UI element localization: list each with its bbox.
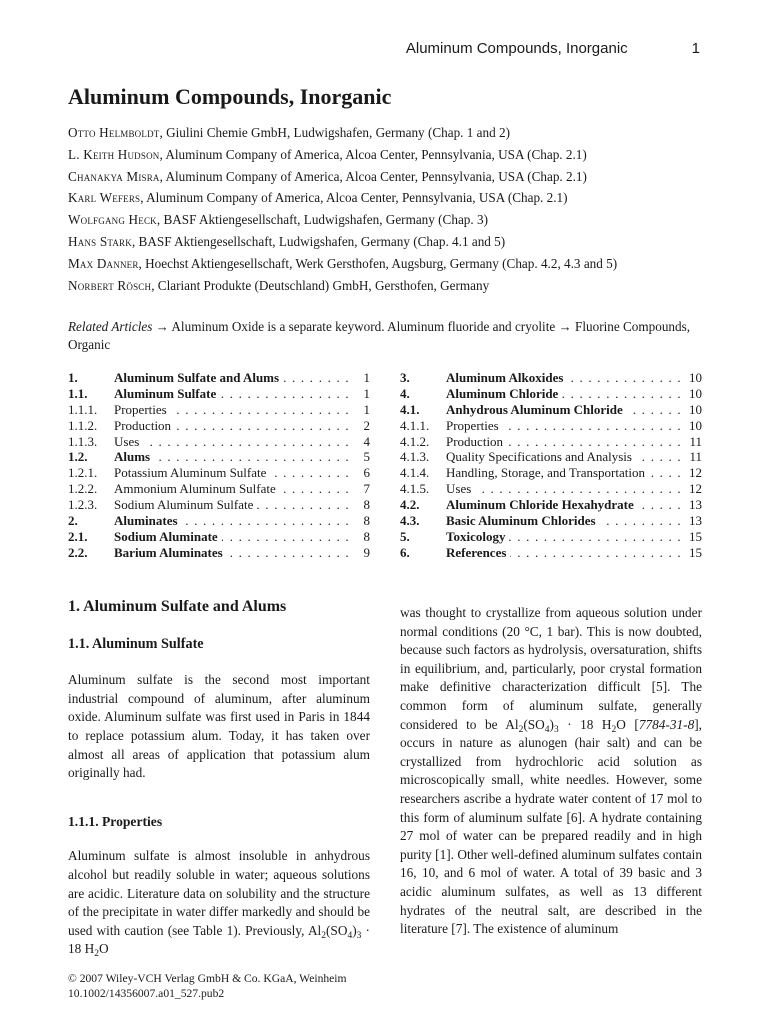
running-head-title: Aluminum Compounds, Inorganic: [405, 40, 628, 57]
toc-page: 10: [680, 402, 702, 418]
author-line: [68, 231, 708, 253]
toc-number: 1.1.2.: [68, 417, 98, 433]
related-link-fluorine-compounds[interactable]: Fluorine Compounds, Organic: [68, 319, 691, 352]
toc-page: 12: [680, 465, 702, 481]
toc-title: Quality Specifications and Analysis: [446, 449, 636, 464]
toc-title: Sodium Aluminum Sulfate: [114, 497, 257, 512]
toc-title: Basic Aluminum Chlorides: [446, 513, 600, 528]
toc-entry[interactable]: [68, 545, 370, 561]
running-head: [406, 40, 700, 57]
body-column-right: [400, 604, 702, 939]
footer: [68, 972, 347, 1001]
toc-number: 5.: [400, 528, 410, 544]
author-line: [68, 166, 708, 188]
toc-title: Uses: [114, 434, 143, 449]
toc-title: Aluminates: [114, 513, 182, 528]
toc-number: 4.1.1.: [400, 417, 430, 433]
author-list: [68, 122, 708, 296]
author-name: Hans Stark: [68, 233, 132, 249]
toc-title: Production: [446, 434, 507, 449]
toc-page: 10: [680, 370, 702, 386]
toc-entry[interactable]: [68, 418, 370, 434]
toc-entry[interactable]: [68, 481, 370, 497]
toc-page: 5: [348, 449, 370, 465]
table-of-contents-right: [400, 370, 702, 561]
author-name: Wolfgang Heck: [68, 212, 157, 228]
toc-entry[interactable]: [400, 418, 702, 434]
toc-entry[interactable]: [68, 386, 370, 402]
author-line: [68, 209, 708, 231]
toc-title: Properties: [114, 402, 171, 417]
toc-title: Aluminum Chloride: [446, 386, 562, 401]
author-name: L. Keith Hudson: [68, 146, 160, 162]
toc-entry[interactable]: [68, 465, 370, 481]
toc-number: 1.1.: [68, 385, 88, 401]
body-paragraph: Aluminum sulfate is almost insoluble in anhydrous alcohol but readily soluble in water; aqueous solutions are acidic. Literature data on solubility and the structure of the precipitate in water differ markedly and should be used with caution (see Table 1). Previously, $Al_2(SO_4)_3 \cdot 18$ $H_2O$: [68, 848, 370, 960]
toc-page: 1: [348, 386, 370, 402]
related-articles-label: Related Articles: [68, 319, 153, 334]
toc-entry[interactable]: [400, 465, 702, 481]
toc-page: 11: [680, 449, 702, 465]
toc-number: 1.2.1.: [68, 465, 98, 481]
toc-number: 4.1.: [400, 401, 420, 417]
toc-title: Anhydrous Aluminum Chloride: [446, 402, 627, 417]
toc-title: Toxicology: [446, 529, 509, 544]
toc-number: 4.1.5.: [400, 481, 430, 497]
toc-title: Handling, Storage, and Transportation: [446, 465, 649, 480]
author-line: [68, 144, 708, 166]
arrow-icon: →: [558, 319, 572, 334]
doi: 10.1002/14356007.a01_527.pub2: [68, 986, 225, 1000]
toc-entry[interactable]: [400, 513, 702, 529]
toc-title: Alums: [114, 449, 154, 464]
toc-entry[interactable]: [68, 497, 370, 513]
page-number: 1: [691, 40, 700, 57]
toc-page: 15: [680, 545, 702, 561]
author-affiliation: , Clariant Produkte (Deutschland) GmbH, Gersthofen, Germany: [151, 277, 490, 293]
toc-page: 11: [680, 434, 702, 450]
toc-entry[interactable]: [68, 434, 370, 450]
toc-page: 4: [348, 434, 370, 450]
toc-number: 1.2.3.: [68, 497, 98, 513]
toc-number: 4.2.: [400, 497, 420, 513]
author-line: [68, 122, 708, 144]
toc-title: Sodium Aluminate: [114, 529, 222, 544]
toc-number: 6.: [400, 544, 410, 560]
author-affiliation: , Aluminum Company of America, Alcoa Center, Pennsylvania, USA (Chap. 2.1): [140, 190, 568, 206]
toc-entry[interactable]: [400, 370, 702, 386]
subsection-heading: 1.1. Aluminum Sulfate: [68, 635, 204, 652]
body-text: , occurs in nature as alunogen (hair salt) and can be crystallized from hydrochloric acid solution as microscopically small, white needles. However, some researchers ascribe a hydrate water content of 17 mol to this form of aluminum sulfate [6]. A hydrate containing 27 mol of water can be prepared readily and in high purity [1]. Other well-defined aluminum sulfates contain 16, 10, and 6 mol of water. A total of 39 basic and 3 acidic aluminum sulfates, as well as 13 different hydrates of the neutral salt, are described in the literature [7]. The existence of aluminum: [400, 716, 702, 937]
toc-number: 4.: [400, 385, 410, 401]
toc-title: Ammonium Aluminum Sulfate: [114, 481, 280, 496]
toc-title: Properties: [446, 418, 503, 433]
toc-title: Aluminum Chloride Hexahydrate: [446, 497, 638, 512]
toc-number: 1.2.2.: [68, 481, 98, 497]
body-column-left: [68, 598, 370, 959]
toc-page: 8: [348, 529, 370, 545]
section-heading: 1. Aluminum Sulfate and Alums: [68, 598, 287, 615]
toc-entry[interactable]: [68, 370, 370, 386]
toc-page: 9: [348, 545, 370, 561]
toc-page: 1: [348, 370, 370, 386]
toc-entry[interactable]: [400, 497, 702, 513]
toc-title: Aluminum Sulfate and Alums: [114, 370, 283, 385]
subsubsection-heading: 1.1.1. Properties: [68, 813, 163, 829]
toc-entry[interactable]: [68, 402, 370, 418]
toc-number: 4.3.: [400, 513, 420, 529]
author-affiliation: , Hoechst Aktiengesellschaft, Werk Gersthofen, Augsburg, Germany (Chap. 4.2, 4.3 and 5): [138, 255, 618, 271]
author-name: Chanakya Misra: [68, 168, 160, 184]
toc-page: 6: [348, 465, 370, 481]
toc-page: 8: [348, 513, 370, 529]
toc-number: 1.1.1.: [68, 401, 98, 417]
author-line: [68, 253, 708, 275]
toc-page: 1: [348, 402, 370, 418]
body-paragraph: Aluminum sulfate is the second most important industrial compound of aluminum, after aluminum oxide. Aluminum sulfate was first used in Paris in 1844 to replace potassium alum. Today, it has taken over almost all areas of application that potassium alum originally had.: [68, 672, 370, 781]
toc-entry[interactable]: [400, 402, 702, 418]
arrow-icon: →: [155, 319, 169, 334]
toc-title: Aluminum Alkoxides: [446, 370, 567, 385]
toc-page: 13: [680, 497, 702, 513]
cas-number: 7784-31-8: [638, 716, 695, 732]
toc-title: Aluminum Sulfate: [114, 386, 220, 401]
table-of-contents-left: [68, 370, 370, 561]
toc-page: 13: [680, 513, 702, 529]
toc-title: References: [446, 545, 510, 560]
toc-entry[interactable]: [400, 434, 702, 450]
toc-page: 2: [348, 418, 370, 434]
toc-number: 2.1.: [68, 528, 88, 544]
related-articles: [68, 318, 704, 354]
toc-entry[interactable]: [400, 449, 702, 465]
toc-number: 4.1.2.: [400, 433, 430, 449]
toc-page: 15: [680, 529, 702, 545]
toc-number: 1.1.3.: [68, 433, 98, 449]
body-paragraph: was thought to crystallize from aqueous solution under normal conditions (20 °C, 1 bar). This is now doubted, because such factors as hydrolysis, oversaturation, shifts in equilibrium, and, particularly, poor crystal formation make definitive characterization difficult [5]. The common form of aluminum sulfate, generally considered to be $Al_2(SO_4)_3 \cdot 18$ $H_2O$ [7784-31-8], occurs in nature as alunogen (hair salt) and can be crystallized from hydrochloric acid solution as microscopically small, white needles. However, some researchers ascribe a hydrate water content of 17 mol to this form of aluminum sulfate [6]. A hydrate containing 27 mol of water can be prepared readily and in high purity [1]. Other well-defined aluminum sulfates contain 16, 10, and 6 mol of water. A total of 39 basic and 3 acidic aluminum sulfates, as well as 13 different hydrates of the neutral salt, are described in the literature [7]. The existence of aluminum: [400, 605, 702, 937]
copyright: © 2007 Wiley-VCH Verlag GmbH & Co. KGaA, Weinheim: [68, 972, 347, 985]
author-affiliation: , BASF Aktiengesellschaft, Ludwigshafen, Germany (Chap. 3): [156, 212, 488, 228]
toc-page: 10: [680, 418, 702, 434]
toc-number: 4.1.4.: [400, 465, 430, 481]
toc-entry[interactable]: [68, 529, 370, 545]
body-text: was thought to crystallize from aqueous solution under normal conditions (20 °C, 1 bar). This is now doubted, because such factors as hydrolysis, oversaturation, shifts in equilibrium, and, particularly, poor crystal formation make definitive characterization difficult [5]. The common form of aluminum sulfate, generally considered to be: [400, 605, 702, 732]
toc-page: 10: [680, 386, 702, 402]
toc-number: 4.1.3.: [400, 449, 430, 465]
toc-entry[interactable]: [400, 545, 702, 561]
author-affiliation: , Giulini Chemie GmbH, Ludwigshafen, Germany (Chap. 1 and 2): [159, 125, 510, 140]
toc-number: 2.: [68, 513, 78, 529]
toc-page: 8: [348, 497, 370, 513]
author-affiliation: , Aluminum Company of America, Alcoa Center, Pennsylvania, USA (Chap. 2.1): [159, 146, 587, 162]
toc-entry[interactable]: [400, 386, 702, 402]
toc-number: 1.2.: [68, 449, 88, 465]
author-affiliation: , BASF Aktiengesellschaft, Ludwigshafen, Germany (Chap. 4.1 and 5): [131, 233, 506, 249]
author-name: Max Danner: [68, 255, 139, 271]
toc-entry[interactable]: [68, 449, 370, 465]
author-name: Norbert Rösch: [68, 277, 152, 293]
related-link-aluminum-oxide[interactable]: Aluminum Oxide is a separate keyword. Aluminum fluoride and cryolite: [168, 319, 559, 334]
toc-title: Potassium Aluminum Sulfate: [114, 465, 270, 480]
body-text: Aluminum sulfate is almost insoluble in anhydrous alcohol but readily soluble in water; aqueous solutions are acidic. Literature data on solubility and the structure of the precipitate in water differ markedly and should be used with caution (see Table 1). Previously,: [68, 848, 370, 938]
toc-page: 12: [680, 481, 702, 497]
toc-entry[interactable]: [68, 513, 370, 529]
article-title: Aluminum Compounds, Inorganic: [68, 84, 392, 109]
author-line: [68, 187, 708, 209]
author-name: Karl Wefers: [68, 190, 141, 206]
toc-entry[interactable]: [400, 529, 702, 545]
toc-number: 2.2.: [68, 544, 88, 560]
toc-number: 3.: [400, 370, 410, 385]
toc-title: Barium Aluminates: [114, 545, 227, 560]
toc-title: Uses: [446, 481, 475, 496]
toc-number: 1.: [68, 370, 78, 385]
author-line: [68, 275, 708, 297]
author-name: Otto Helmboldt: [68, 125, 160, 140]
author-affiliation: , Aluminum Company of America, Alcoa Center, Pennsylvania, USA (Chap. 2.1): [159, 168, 587, 184]
toc-entry[interactable]: [400, 481, 702, 497]
toc-title: Production: [114, 418, 175, 433]
toc-page: 7: [348, 481, 370, 497]
